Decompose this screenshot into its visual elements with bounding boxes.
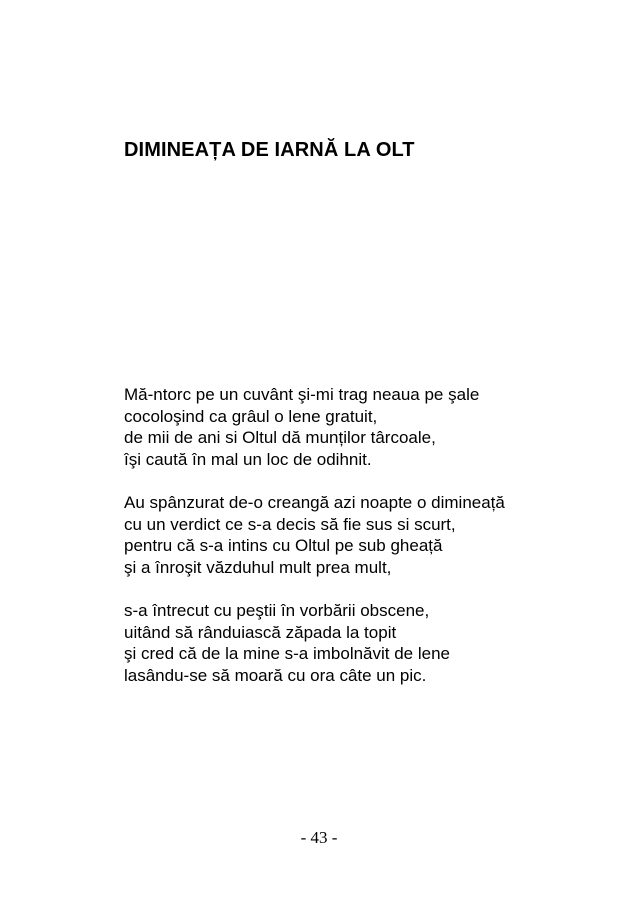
poem-line: Mă-ntorc pe un cuvânt şi-mi trag neaua pe şale — [124, 385, 480, 404]
poem-line: şi cred că de la mine s-a imbolnăvit de lene — [124, 644, 450, 664]
stanza-1 — [124, 384, 604, 470]
poem-line: îşi caută în mal un loc de odihnit. — [124, 449, 372, 469]
poem-line: Au spânzurat de-o creangă azi noapte o dimineață — [124, 492, 505, 512]
poem-body — [124, 384, 604, 708]
stanza-3 — [124, 600, 604, 686]
poem-line: şi a înroşit văzduhul mult prea mult, — [124, 557, 392, 577]
poem-line: uitând să rânduiască zăpada la topit — [124, 622, 397, 642]
poem-line: de mii de ani si Oltul dă munților târcoale, — [124, 428, 436, 448]
poem-title: DIMINEAȚA DE IARNĂ LA OLT — [124, 139, 415, 161]
poem-line: cocoloşind ca grâul o lene gratuit, — [124, 406, 378, 426]
page-number: - 43 - — [300, 828, 338, 847]
poem-line: s-a întrecut cu peştii în vorbării obscene, — [124, 600, 430, 620]
poem-line: pentru că s-a intins cu Oltul pe sub gheață — [124, 536, 443, 556]
poem-line: lasându-se să moară cu ora câte un pic. — [124, 665, 427, 685]
poem-line: cu un verdict ce s-a decis să fie sus si scurt, — [124, 514, 456, 534]
stanza-2 — [124, 492, 604, 578]
